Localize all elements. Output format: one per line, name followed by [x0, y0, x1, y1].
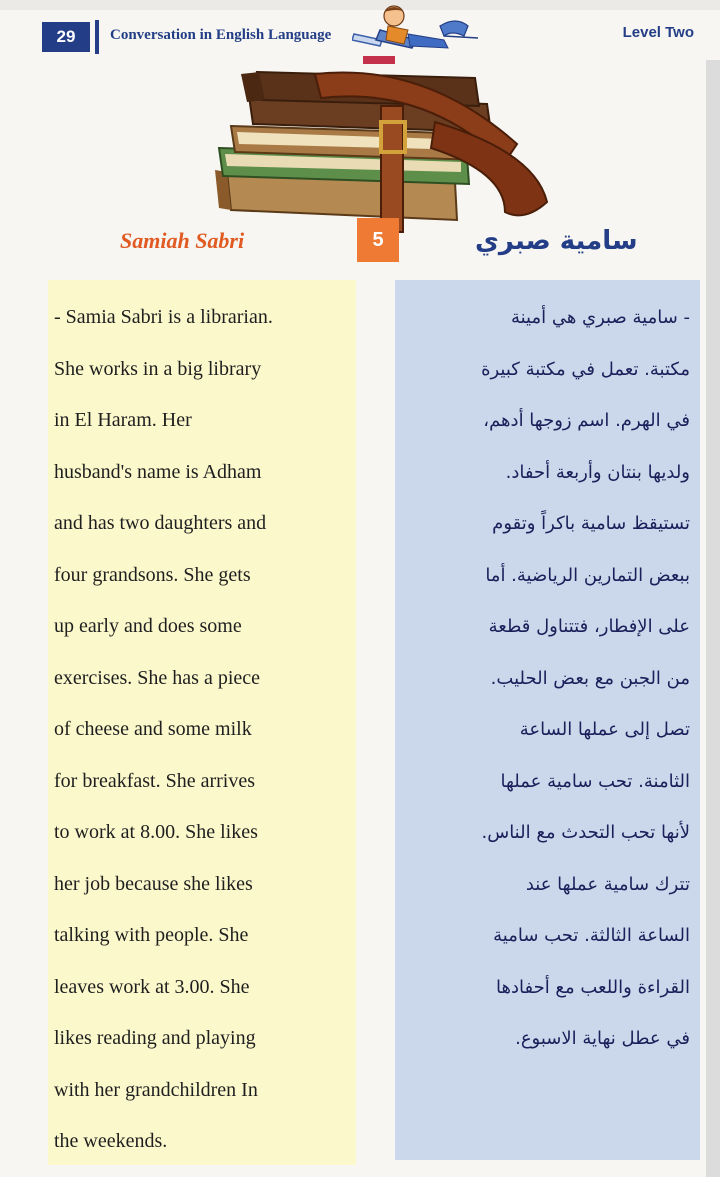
boy-reading-icon: [352, 0, 482, 56]
book-title: Conversation in English Language: [110, 27, 332, 43]
arabic-line: تصل إلى عملها الساعة: [519, 719, 690, 740]
lesson-number-badge: 5: [357, 218, 399, 262]
arabic-line: الساعة الثالثة. تحب سامية: [493, 925, 690, 946]
english-line: the weekends.: [54, 1130, 168, 1152]
english-line: - Samia Sabri is a librarian.: [54, 306, 273, 328]
arabic-line: ﻓﻲ الهرم. اسم زوجها أدهم،: [483, 410, 690, 431]
arabic-line: - سامية صبري هي أمينة: [510, 307, 690, 328]
arabic-line: لأنها تحب التحدث مع الناس.: [481, 822, 690, 843]
arabic-line: ﻓﻲ عطل نهاية الاسبوع.: [515, 1028, 690, 1049]
arabic-line: من الجبن مع بعض الحليب.: [490, 667, 690, 689]
page-number: 29: [42, 22, 90, 52]
arabic-line: ولديها بنتان وأربعة أحفاد.: [505, 461, 690, 483]
arabic-line: مكتبة. تعمل ﻓﻲ مكتبة كبيرة: [481, 358, 690, 380]
english-line: and has two daughters and: [54, 512, 267, 534]
english-line: with her grandchildren In: [54, 1078, 258, 1101]
english-line: for breakfast. She arrives: [54, 769, 256, 792]
arabic-line: تترك سامية عملها عند: [525, 873, 690, 895]
english-line: to work at 8.00. She likes: [54, 821, 258, 843]
english-line: husband's name is Adham: [54, 460, 262, 483]
english-line: her job because she likes: [54, 872, 253, 895]
english-line: exercises. She has a piece: [54, 666, 261, 689]
arabic-line: ببعض التمارين الرياضية. أما: [485, 564, 690, 586]
english-line: She works in a big library: [54, 357, 262, 380]
english-line: leaves work at 3.00. She: [54, 975, 250, 998]
arabic-line: تستيقظ سامية باكراً وتقوم: [492, 513, 690, 534]
arabic-paragraph: [395, 280, 700, 1065]
page-edge: [706, 60, 720, 1177]
level-label: Level Two: [622, 24, 694, 41]
english-paragraph: [48, 280, 356, 1168]
header-divider: [95, 20, 99, 54]
arabic-line: على الإفطار، فتتناول قطعة: [488, 616, 690, 637]
arabic-line: القراءة واللعب مع أحفادها: [495, 976, 690, 998]
english-line: four grandsons. She gets: [54, 563, 251, 586]
arabic-text-panel: [395, 280, 700, 1160]
arabic-line: الثامنة. تحب سامية عملها: [500, 770, 690, 792]
lesson-name-english: Samiah Sabri: [120, 228, 245, 253]
english-line: talking with people. She: [54, 924, 249, 946]
english-line: in El Haram. Her: [54, 409, 192, 431]
english-line: of cheese and some milk: [54, 718, 252, 740]
lesson-name-arabic: سامية صبري: [475, 226, 638, 256]
english-text-panel: [48, 280, 356, 1165]
english-line: up early and does some: [54, 615, 242, 637]
english-line: likes reading and playing: [54, 1027, 256, 1049]
